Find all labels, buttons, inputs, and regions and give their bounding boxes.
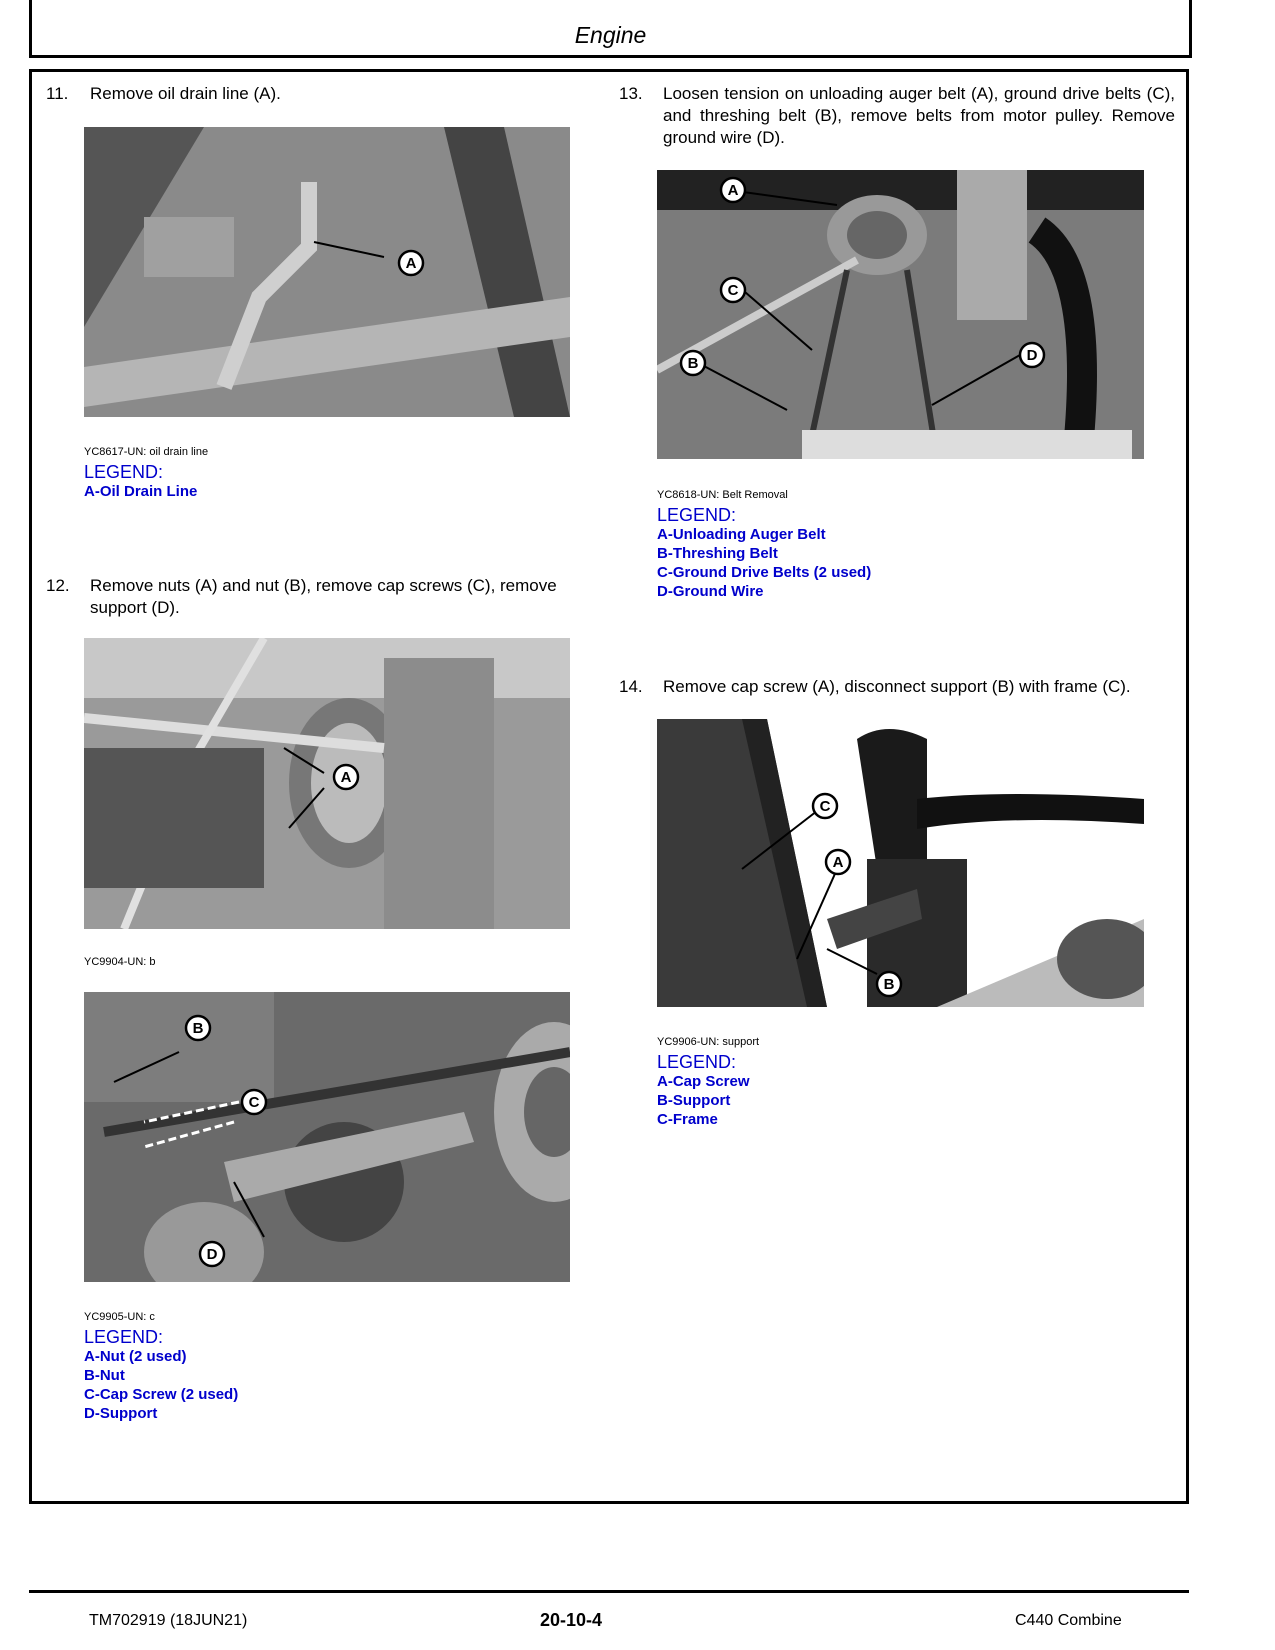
legend-item: A-Nut (2 used) [84,1348,187,1365]
figure-caption: YC8618-UN: Belt Removal [657,489,788,501]
callout-b: B [192,1020,204,1037]
callout-a: A [405,255,417,272]
step-number: 12. [46,576,70,595]
figure-caption: YC9906-UN: support [657,1036,760,1048]
section-title: Engine [574,22,647,48]
figure-caption: YC9904-UN: b [84,956,156,968]
header-box [29,0,1192,58]
legend-item: C-Frame [657,1111,718,1128]
step-number: 11. [46,84,69,103]
footer-doc-id: TM702919 (18JUN21) [89,1612,248,1629]
callout-a: A [340,769,352,786]
legend-belt-removal [657,505,871,601]
step-12 [46,575,606,623]
photo-support [84,992,570,1282]
legend-oil-drain-line [84,462,197,501]
step-text: Remove cap screw (A), disconnect support (B) with frame (C). [663,677,1131,696]
callout-d: D [206,1246,218,1263]
callout-a: A [727,182,739,199]
legend-cap-screw-support [657,1052,750,1129]
callout-b: B [687,355,699,372]
legend-item: B-Threshing Belt [657,545,778,562]
footer-divider [29,1590,1189,1593]
callout-c: C [248,1094,260,1111]
callout-a: A [832,854,844,871]
legend-title: LEGEND: [657,505,737,525]
legend-title: LEGEND: [84,462,164,482]
footer-page-number: 20-10-4 [540,1610,603,1630]
callout-d: D [1026,347,1038,364]
legend-item: C-Cap Screw (2 used) [84,1386,239,1403]
callout-c: C [819,798,831,815]
callout-c: C [727,282,739,299]
legend-item: D-Support [84,1405,158,1422]
legend-title: LEGEND: [657,1052,737,1072]
legend-item: C-Ground Drive Belts (2 used) [657,564,872,581]
step-text: Remove oil drain line (A). [90,84,281,103]
legend-item: A-Unloading Auger Belt [657,526,826,543]
step-13 [619,83,1175,153]
legend-item: A-Oil Drain Line [84,483,198,500]
photo-oil-drain-line [84,127,570,417]
legend-support [84,1327,238,1423]
figure-caption: YC8617-UN: oil drain line [84,446,209,458]
legend-item: B-Nut [84,1367,125,1384]
photo-cap-screw-support [657,719,1144,1007]
step-text: Loosen tension on unloading auger belt (A), ground drive belts (C), and threshing belt (B), remove belts from motor pulley. Remove ground wire (D). [663,84,1175,147]
step-number: 14. [619,677,643,696]
step-14 [619,676,1179,700]
step-text: Remove nuts (A) and nut (B), remove cap screws (C), remove support (D). [90,576,557,617]
legend-title: LEGEND: [84,1327,164,1347]
figure-caption: YC9905-UN: c [84,1311,155,1323]
photo-nuts-cap-screws [84,638,570,929]
photo-belt-removal [657,170,1144,459]
step-11 [46,83,586,107]
legend-item: D-Ground Wire [657,583,764,600]
footer-model: C440 Combine [1015,1612,1122,1629]
callout-b: B [883,976,895,993]
step-number: 13. [619,84,643,103]
legend-item: B-Support [657,1092,731,1109]
legend-item: A-Cap Screw [657,1073,750,1090]
